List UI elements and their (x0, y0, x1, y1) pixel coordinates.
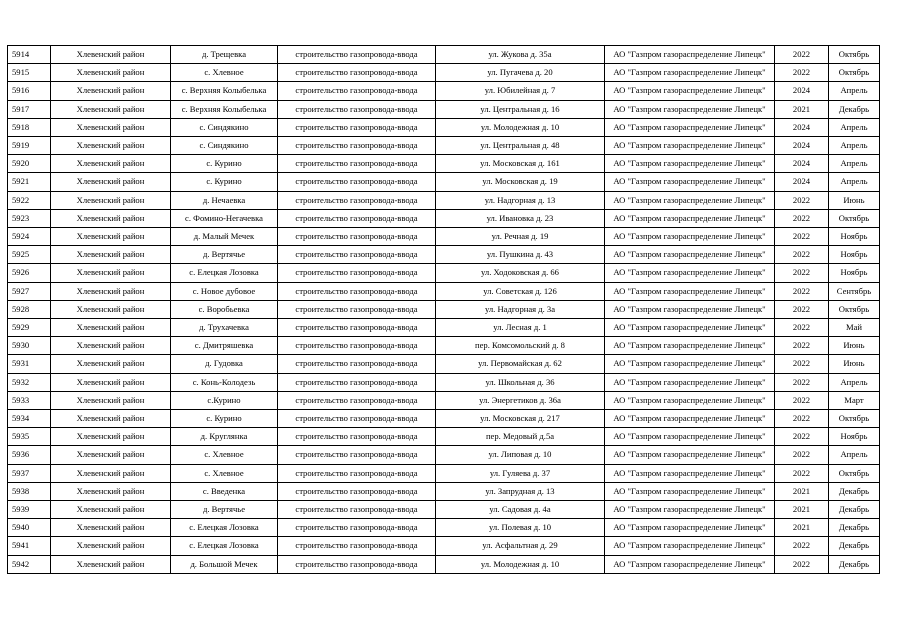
address-cell: ул. Молодежная д. 10 (436, 118, 605, 136)
work-type-cell: строительство газопровода-ввода (278, 373, 436, 391)
settlement-cell: с. Новое дубовое (171, 282, 278, 300)
settlement-cell: с. Синдякино (171, 137, 278, 155)
organization-cell: АО "Газпром газораспределение Липецк" (605, 537, 775, 555)
month-cell: Ноябрь (829, 428, 880, 446)
row-number-cell: 5919 (8, 137, 51, 155)
month-cell: Октябрь (829, 300, 880, 318)
organization-cell: АО "Газпром газораспределение Липецк" (605, 555, 775, 573)
year-cell: 2022 (775, 264, 829, 282)
settlement-cell: с. Воробьевка (171, 300, 278, 318)
table-row (8, 246, 880, 264)
row-number-cell: 5918 (8, 118, 51, 136)
year-cell: 2022 (775, 446, 829, 464)
row-number-cell: 5930 (8, 337, 51, 355)
table-row (8, 482, 880, 500)
organization-cell: АО "Газпром газораспределение Липецк" (605, 464, 775, 482)
table-row (8, 410, 880, 428)
row-number-cell: 5916 (8, 82, 51, 100)
address-cell: пер. Медовый д.5а (436, 428, 605, 446)
organization-cell: АО "Газпром газораспределение Липецк" (605, 319, 775, 337)
address-cell: ул. Надгорная д. 3а (436, 300, 605, 318)
row-number-cell: 5941 (8, 537, 51, 555)
work-type-cell: строительство газопровода-ввода (278, 300, 436, 318)
district-cell: Хлевенский район (51, 319, 171, 337)
settlement-cell: д. Трухачевка (171, 319, 278, 337)
month-cell: Октябрь (829, 464, 880, 482)
row-number-cell: 5936 (8, 446, 51, 464)
district-cell: Хлевенский район (51, 137, 171, 155)
year-cell: 2022 (775, 555, 829, 573)
organization-cell: АО "Газпром газораспределение Липецк" (605, 209, 775, 227)
work-type-cell: строительство газопровода-ввода (278, 501, 436, 519)
address-cell: ул. Надгорная д. 13 (436, 191, 605, 209)
organization-cell: АО "Газпром газораспределение Липецк" (605, 482, 775, 500)
month-cell: Декабрь (829, 555, 880, 573)
work-type-cell: строительство газопровода-ввода (278, 410, 436, 428)
address-cell: ул. Лесная д. 1 (436, 319, 605, 337)
address-cell: ул. Жукова д. 35а (436, 46, 605, 64)
settlement-cell: с. Курино (171, 155, 278, 173)
year-cell: 2022 (775, 355, 829, 373)
address-cell: ул. Московская д. 19 (436, 173, 605, 191)
organization-cell: АО "Газпром газораспределение Липецк" (605, 300, 775, 318)
year-cell: 2022 (775, 191, 829, 209)
table-row (8, 264, 880, 282)
month-cell: Декабрь (829, 519, 880, 537)
month-cell: Апрель (829, 173, 880, 191)
organization-cell: АО "Газпром газораспределение Липецк" (605, 410, 775, 428)
table-row (8, 464, 880, 482)
month-cell: Октябрь (829, 46, 880, 64)
row-number-cell: 5924 (8, 228, 51, 246)
table-row (8, 82, 880, 100)
year-cell: 2024 (775, 137, 829, 155)
work-type-cell: строительство газопровода-ввода (278, 173, 436, 191)
month-cell: Октябрь (829, 410, 880, 428)
row-number-cell: 5942 (8, 555, 51, 573)
address-cell: ул. Ивановка д. 23 (436, 209, 605, 227)
table-row (8, 118, 880, 136)
organization-cell: АО "Газпром газораспределение Липецк" (605, 246, 775, 264)
year-cell: 2022 (775, 537, 829, 555)
district-cell: Хлевенский район (51, 209, 171, 227)
month-cell: Апрель (829, 155, 880, 173)
table-row (8, 319, 880, 337)
work-type-cell: строительство газопровода-ввода (278, 355, 436, 373)
organization-cell: АО "Газпром газораспределение Липецк" (605, 355, 775, 373)
address-cell: ул. Липовая д. 10 (436, 446, 605, 464)
organization-cell: АО "Газпром газораспределение Липецк" (605, 173, 775, 191)
district-cell: Хлевенский район (51, 191, 171, 209)
address-cell: ул. Запрудная д. 13 (436, 482, 605, 500)
table-row (8, 100, 880, 118)
row-number-cell: 5920 (8, 155, 51, 173)
year-cell: 2024 (775, 118, 829, 136)
month-cell: Апрель (829, 118, 880, 136)
district-cell: Хлевенский район (51, 501, 171, 519)
district-cell: Хлевенский район (51, 118, 171, 136)
organization-cell: АО "Газпром газораспределение Липецк" (605, 501, 775, 519)
district-cell: Хлевенский район (51, 300, 171, 318)
settlement-cell: с. Хлевное (171, 64, 278, 82)
row-number-cell: 5937 (8, 464, 51, 482)
settlement-cell: с. Хлевное (171, 464, 278, 482)
settlement-cell: с. Елецкая Лозовка (171, 264, 278, 282)
year-cell: 2022 (775, 373, 829, 391)
settlement-cell: д. Гудовка (171, 355, 278, 373)
organization-cell: АО "Газпром газораспределение Липецк" (605, 228, 775, 246)
district-cell: Хлевенский район (51, 537, 171, 555)
settlement-cell: д. Вертячье (171, 501, 278, 519)
row-number-cell: 5927 (8, 282, 51, 300)
address-cell: ул. Школьная д. 36 (436, 373, 605, 391)
work-type-cell: строительство газопровода-ввода (278, 555, 436, 573)
table-row (8, 555, 880, 573)
row-number-cell: 5932 (8, 373, 51, 391)
district-cell: Хлевенский район (51, 355, 171, 373)
organization-cell: АО "Газпром газораспределение Липецк" (605, 428, 775, 446)
address-cell: пер. Комсомольский д. 8 (436, 337, 605, 355)
address-cell: ул. Энергетиков д. 36а (436, 391, 605, 409)
district-cell: Хлевенский район (51, 155, 171, 173)
table-row (8, 537, 880, 555)
settlement-cell: с. Курино (171, 173, 278, 191)
table-row (8, 173, 880, 191)
district-cell: Хлевенский район (51, 555, 171, 573)
district-cell: Хлевенский район (51, 391, 171, 409)
table-row (8, 337, 880, 355)
settlement-cell: с. Хлевное (171, 446, 278, 464)
address-cell: ул. Центральная д. 48 (436, 137, 605, 155)
address-cell: ул. Первомайская д. 62 (436, 355, 605, 373)
address-cell: ул. Садовая д. 4а (436, 501, 605, 519)
address-cell: ул. Московская д. 161 (436, 155, 605, 173)
organization-cell: АО "Газпром газораспределение Липецк" (605, 373, 775, 391)
year-cell: 2022 (775, 464, 829, 482)
table-row (8, 228, 880, 246)
settlement-cell: с. Верхняя Колыбелька (171, 82, 278, 100)
work-type-cell: строительство газопровода-ввода (278, 319, 436, 337)
month-cell: Май (829, 319, 880, 337)
settlement-cell: д. Вертячье (171, 246, 278, 264)
settlement-cell: с. Фомино-Негачевка (171, 209, 278, 227)
work-type-cell: строительство газопровода-ввода (278, 228, 436, 246)
settlement-cell: с. Конь-Колодезь (171, 373, 278, 391)
address-cell: ул. Полевая д. 10 (436, 519, 605, 537)
month-cell: Ноябрь (829, 246, 880, 264)
year-cell: 2021 (775, 482, 829, 500)
month-cell: Апрель (829, 137, 880, 155)
settlement-cell: с. Елецкая Лозовка (171, 519, 278, 537)
district-cell: Хлевенский район (51, 46, 171, 64)
settlement-cell: с. Елецкая Лозовка (171, 537, 278, 555)
table-row (8, 282, 880, 300)
month-cell: Апрель (829, 446, 880, 464)
month-cell: Июнь (829, 355, 880, 373)
work-type-cell: строительство газопровода-ввода (278, 391, 436, 409)
work-type-cell: строительство газопровода-ввода (278, 428, 436, 446)
table-row (8, 446, 880, 464)
address-cell: ул. Пушкина д. 43 (436, 246, 605, 264)
work-type-cell: строительство газопровода-ввода (278, 446, 436, 464)
work-type-cell: строительство газопровода-ввода (278, 482, 436, 500)
year-cell: 2024 (775, 82, 829, 100)
organization-cell: АО "Газпром газораспределение Липецк" (605, 82, 775, 100)
row-number-cell: 5921 (8, 173, 51, 191)
district-cell: Хлевенский район (51, 373, 171, 391)
row-number-cell: 5922 (8, 191, 51, 209)
year-cell: 2021 (775, 501, 829, 519)
organization-cell: АО "Газпром газораспределение Липецк" (605, 191, 775, 209)
year-cell: 2022 (775, 391, 829, 409)
month-cell: Июнь (829, 337, 880, 355)
district-cell: Хлевенский район (51, 337, 171, 355)
row-number-cell: 5926 (8, 264, 51, 282)
district-cell: Хлевенский район (51, 282, 171, 300)
work-type-cell: строительство газопровода-ввода (278, 282, 436, 300)
month-cell: Декабрь (829, 100, 880, 118)
gasification-schedule-table (7, 45, 880, 574)
table-row (8, 300, 880, 318)
settlement-cell: д. Трещевка (171, 46, 278, 64)
row-number-cell: 5923 (8, 209, 51, 227)
year-cell: 2022 (775, 428, 829, 446)
work-type-cell: строительство газопровода-ввода (278, 209, 436, 227)
settlement-cell: д. Большой Мечек (171, 555, 278, 573)
year-cell: 2021 (775, 100, 829, 118)
organization-cell: АО "Газпром газораспределение Липецк" (605, 100, 775, 118)
table-row (8, 191, 880, 209)
district-cell: Хлевенский район (51, 482, 171, 500)
organization-cell: АО "Газпром газораспределение Липецк" (605, 118, 775, 136)
work-type-cell: строительство газопровода-ввода (278, 191, 436, 209)
address-cell: ул. Пугачева д. 20 (436, 64, 605, 82)
district-cell: Хлевенский район (51, 410, 171, 428)
organization-cell: АО "Газпром газораспределение Липецк" (605, 155, 775, 173)
row-number-cell: 5917 (8, 100, 51, 118)
table-row (8, 155, 880, 173)
month-cell: Март (829, 391, 880, 409)
organization-cell: АО "Газпром газораспределение Липецк" (605, 282, 775, 300)
organization-cell: АО "Газпром газораспределение Липецк" (605, 46, 775, 64)
row-number-cell: 5915 (8, 64, 51, 82)
month-cell: Апрель (829, 82, 880, 100)
table-row (8, 209, 880, 227)
address-cell: ул. Речная д. 19 (436, 228, 605, 246)
row-number-cell: 5939 (8, 501, 51, 519)
year-cell: 2022 (775, 228, 829, 246)
address-cell: ул. Асфальтная д. 29 (436, 537, 605, 555)
work-type-cell: строительство газопровода-ввода (278, 537, 436, 555)
settlement-cell: с. Верхняя Колыбелька (171, 100, 278, 118)
address-cell: ул. Московская д. 217 (436, 410, 605, 428)
work-type-cell: строительство газопровода-ввода (278, 64, 436, 82)
address-cell: ул. Центральная д. 16 (436, 100, 605, 118)
settlement-cell: с. Курино (171, 410, 278, 428)
month-cell: Октябрь (829, 209, 880, 227)
month-cell: Ноябрь (829, 264, 880, 282)
year-cell: 2022 (775, 64, 829, 82)
row-number-cell: 5938 (8, 482, 51, 500)
table-row (8, 64, 880, 82)
district-cell: Хлевенский район (51, 428, 171, 446)
district-cell: Хлевенский район (51, 82, 171, 100)
district-cell: Хлевенский район (51, 228, 171, 246)
row-number-cell: 5931 (8, 355, 51, 373)
organization-cell: АО "Газпром газораспределение Липецк" (605, 391, 775, 409)
row-number-cell: 5940 (8, 519, 51, 537)
address-cell: ул. Ходоковская д. 66 (436, 264, 605, 282)
organization-cell: АО "Газпром газораспределение Липецк" (605, 137, 775, 155)
district-cell: Хлевенский район (51, 519, 171, 537)
month-cell: Декабрь (829, 537, 880, 555)
year-cell: 2021 (775, 519, 829, 537)
year-cell: 2022 (775, 209, 829, 227)
work-type-cell: строительство газопровода-ввода (278, 337, 436, 355)
table-row (8, 391, 880, 409)
year-cell: 2024 (775, 155, 829, 173)
month-cell: Декабрь (829, 501, 880, 519)
table-row (8, 519, 880, 537)
row-number-cell: 5934 (8, 410, 51, 428)
table-row (8, 501, 880, 519)
table-row (8, 428, 880, 446)
organization-cell: АО "Газпром газораспределение Липецк" (605, 519, 775, 537)
settlement-cell: с. Дмитряшевка (171, 337, 278, 355)
row-number-cell: 5928 (8, 300, 51, 318)
year-cell: 2024 (775, 173, 829, 191)
district-cell: Хлевенский район (51, 173, 171, 191)
settlement-cell: д. Нечаевка (171, 191, 278, 209)
row-number-cell: 5929 (8, 319, 51, 337)
district-cell: Хлевенский район (51, 100, 171, 118)
row-number-cell: 5914 (8, 46, 51, 64)
district-cell: Хлевенский район (51, 464, 171, 482)
settlement-cell: с. Синдякино (171, 118, 278, 136)
year-cell: 2022 (775, 46, 829, 64)
month-cell: Ноябрь (829, 228, 880, 246)
work-type-cell: строительство газопровода-ввода (278, 137, 436, 155)
settlement-cell: с. Введенка (171, 482, 278, 500)
month-cell: Сентябрь (829, 282, 880, 300)
organization-cell: АО "Газпром газораспределение Липецк" (605, 264, 775, 282)
organization-cell: АО "Газпром газораспределение Липецк" (605, 64, 775, 82)
month-cell: Декабрь (829, 482, 880, 500)
work-type-cell: строительство газопровода-ввода (278, 246, 436, 264)
district-cell: Хлевенский район (51, 446, 171, 464)
address-cell: ул. Советская д. 126 (436, 282, 605, 300)
work-type-cell: строительство газопровода-ввода (278, 118, 436, 136)
row-number-cell: 5925 (8, 246, 51, 264)
work-type-cell: строительство газопровода-ввода (278, 82, 436, 100)
year-cell: 2022 (775, 300, 829, 318)
settlement-cell: с.Курино (171, 391, 278, 409)
table-row (8, 137, 880, 155)
address-cell: ул. Гуляева д. 37 (436, 464, 605, 482)
year-cell: 2022 (775, 410, 829, 428)
address-cell: ул. Юбилейная д. 7 (436, 82, 605, 100)
work-type-cell: строительство газопровода-ввода (278, 464, 436, 482)
year-cell: 2022 (775, 337, 829, 355)
settlement-cell: д. Круглянка (171, 428, 278, 446)
table-row (8, 46, 880, 64)
month-cell: Апрель (829, 373, 880, 391)
address-cell: ул. Молодежная д. 10 (436, 555, 605, 573)
work-type-cell: строительство газопровода-ввода (278, 519, 436, 537)
district-cell: Хлевенский район (51, 246, 171, 264)
row-number-cell: 5933 (8, 391, 51, 409)
organization-cell: АО "Газпром газораспределение Липецк" (605, 337, 775, 355)
table-body (8, 46, 880, 574)
table-row (8, 373, 880, 391)
work-type-cell: строительство газопровода-ввода (278, 155, 436, 173)
year-cell: 2022 (775, 319, 829, 337)
month-cell: Июнь (829, 191, 880, 209)
month-cell: Октябрь (829, 64, 880, 82)
year-cell: 2022 (775, 282, 829, 300)
work-type-cell: строительство газопровода-ввода (278, 100, 436, 118)
year-cell: 2022 (775, 246, 829, 264)
district-cell: Хлевенский район (51, 264, 171, 282)
district-cell: Хлевенский район (51, 64, 171, 82)
table-row (8, 355, 880, 373)
work-type-cell: строительство газопровода-ввода (278, 264, 436, 282)
settlement-cell: д. Малый Мечек (171, 228, 278, 246)
organization-cell: АО "Газпром газораспределение Липецк" (605, 446, 775, 464)
row-number-cell: 5935 (8, 428, 51, 446)
work-type-cell: строительство газопровода-ввода (278, 46, 436, 64)
